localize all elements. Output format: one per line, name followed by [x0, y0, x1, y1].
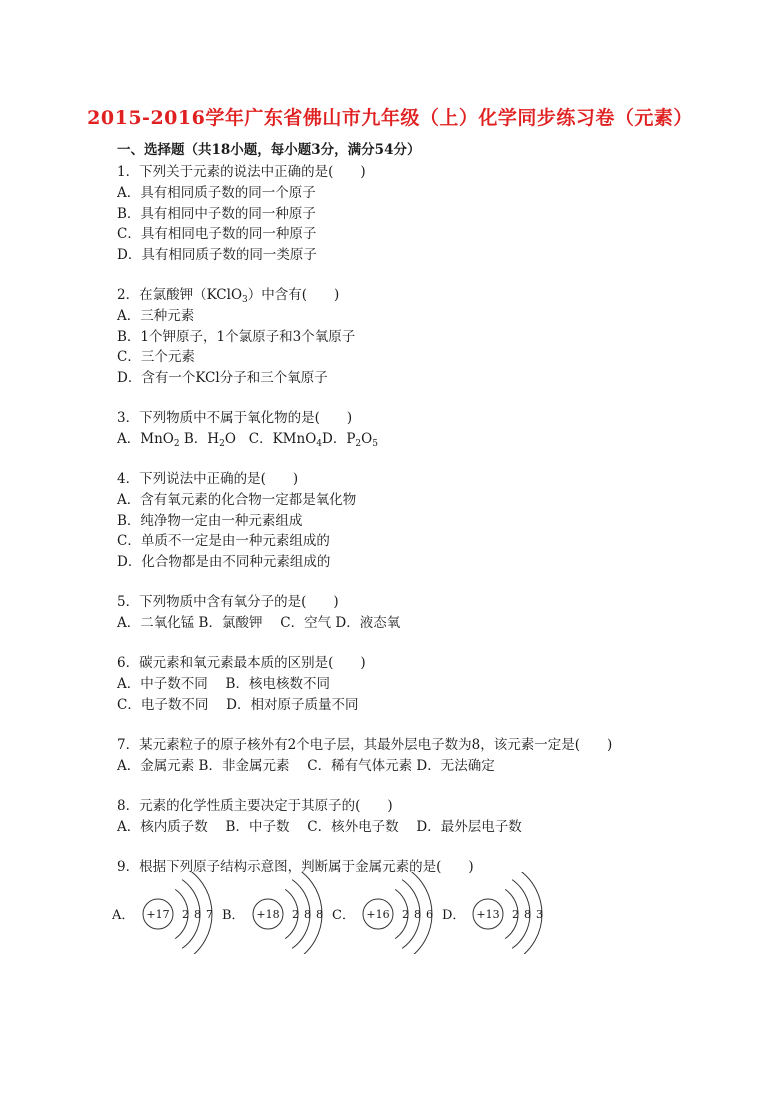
shell-electron-count: 6 — [426, 908, 433, 921]
question-3-option-a: A．MnO$_2$ — [117, 431, 180, 449]
question-1-option-b: B．具有相同中子数的同一种原子 — [117, 206, 316, 222]
question-5-options: A．二氧化锰 B．氯酸钾 C．空气 D．液态氧 — [117, 615, 401, 631]
question-6-stem: 6．碳元素和氧元素最本质的区别是( ) — [117, 655, 366, 671]
question-1-option-d: D．具有相同质子数的同一类原子 — [117, 247, 317, 263]
atom-label-2: C． — [332, 908, 355, 923]
question-4-option-d: D．化合物都是由不同种元素组成的 — [117, 554, 331, 570]
shell-electron-count: 8 — [316, 908, 323, 921]
shell-electron-count: 2 — [512, 908, 519, 921]
question-2-stem-sub: 3 — [242, 295, 248, 305]
question-2-option-a: A．三种元素 — [117, 308, 195, 324]
question-3-options — [117, 427, 378, 449]
nucleus-charge: +16 — [366, 908, 390, 921]
question-2-option-c: C．三个元素 — [117, 349, 195, 365]
question-2-stem-post: ）中含有( ) — [247, 287, 340, 303]
question-3-option-b: B．$H_2O$ — [183, 431, 236, 449]
question-7-stem: 7．某元素粒子的原子核外有2个电子层，其最外层电子数为8，该元素一定是( ) — [117, 737, 613, 753]
question-5-stem: 5．下列物质中含有氧分子的是( ) — [117, 594, 339, 610]
atom-diagram-group — [112, 872, 543, 954]
question-4-option-a: A．含有氧元素的化合物一定都是氧化物 — [117, 492, 357, 508]
question-1-option-c: C．具有相同电子数的同一种原子 — [117, 226, 317, 242]
question-3-option-c: C．KMnO$_4$ — [248, 431, 322, 449]
question-8-stem: 8．元素的化学性质主要决定于其原子的( ) — [117, 798, 393, 814]
question-6-options-2: C．电子数不同 D．相对原子质量不同 — [117, 697, 359, 713]
shell-electron-count: 8 — [524, 908, 531, 921]
shell-electron-count: 8 — [304, 908, 311, 921]
shell-electron-count: 7 — [206, 908, 213, 921]
nucleus-charge: +17 — [146, 908, 170, 921]
shell-electron-count: 8 — [414, 908, 421, 921]
atom-structure-diagrams — [112, 872, 582, 954]
section-heading: 一、选择题（共18小题，每小题3分，满分54分） — [117, 142, 421, 158]
question-2-stem-pre: 2．在氯酸钾（KClO — [117, 287, 243, 303]
question-2-option-d: D．含有一个KCl分子和三个氧原子 — [117, 370, 328, 386]
question-2-option-b: B．1个钾原子，1个氯原子和3个氧原子 — [117, 329, 356, 345]
shell-electron-count: 2 — [292, 908, 299, 921]
nucleus-charge: +18 — [256, 908, 280, 921]
shell-electron-count: 2 — [182, 908, 189, 921]
question-3-stem: 3．下列物质中不属于氧化物的是( ) — [117, 410, 353, 426]
question-4-stem: 4．下列说法中正确的是( ) — [117, 471, 299, 487]
atom-label-0: A． — [112, 908, 135, 923]
question-8-options: A．核内质子数 B．中子数 C．核外电子数 D．最外层电子数 — [117, 819, 522, 835]
atom-label-1: B． — [222, 908, 245, 923]
question-9-stem: 9．根据下列原子结构示意图，判断属于金属元素的是( ) — [117, 859, 474, 875]
question-4-option-b: B．纯净物一定由一种元素组成 — [117, 513, 303, 529]
question-2-stem — [117, 283, 339, 305]
question-3-option-d: D．$P_2O_5$ — [322, 431, 378, 449]
question-7-options: A．金属元素 B．非金属元素 C．稀有气体元素 D．无法确定 — [117, 758, 495, 774]
question-1-stem: 1．下列关于元素的说法中正确的是( ) — [117, 164, 366, 180]
nucleus-charge: +13 — [476, 908, 500, 921]
shell-electron-count: 8 — [194, 908, 201, 921]
shell-electron-count: 3 — [536, 908, 543, 921]
page-title: 2015-2016学年广东省佛山市九年级（上）化学同步练习卷（元素） — [87, 107, 693, 129]
question-4-option-c: C．单质不一定是由一种元素组成的 — [117, 533, 330, 549]
question-1-option-a: A．具有相同质子数的同一个原子 — [117, 185, 316, 201]
atom-label-3: D． — [442, 908, 466, 923]
shell-electron-count: 2 — [402, 908, 409, 921]
question-6-options-1: A．中子数不同 B．核电核数不同 — [117, 676, 330, 692]
